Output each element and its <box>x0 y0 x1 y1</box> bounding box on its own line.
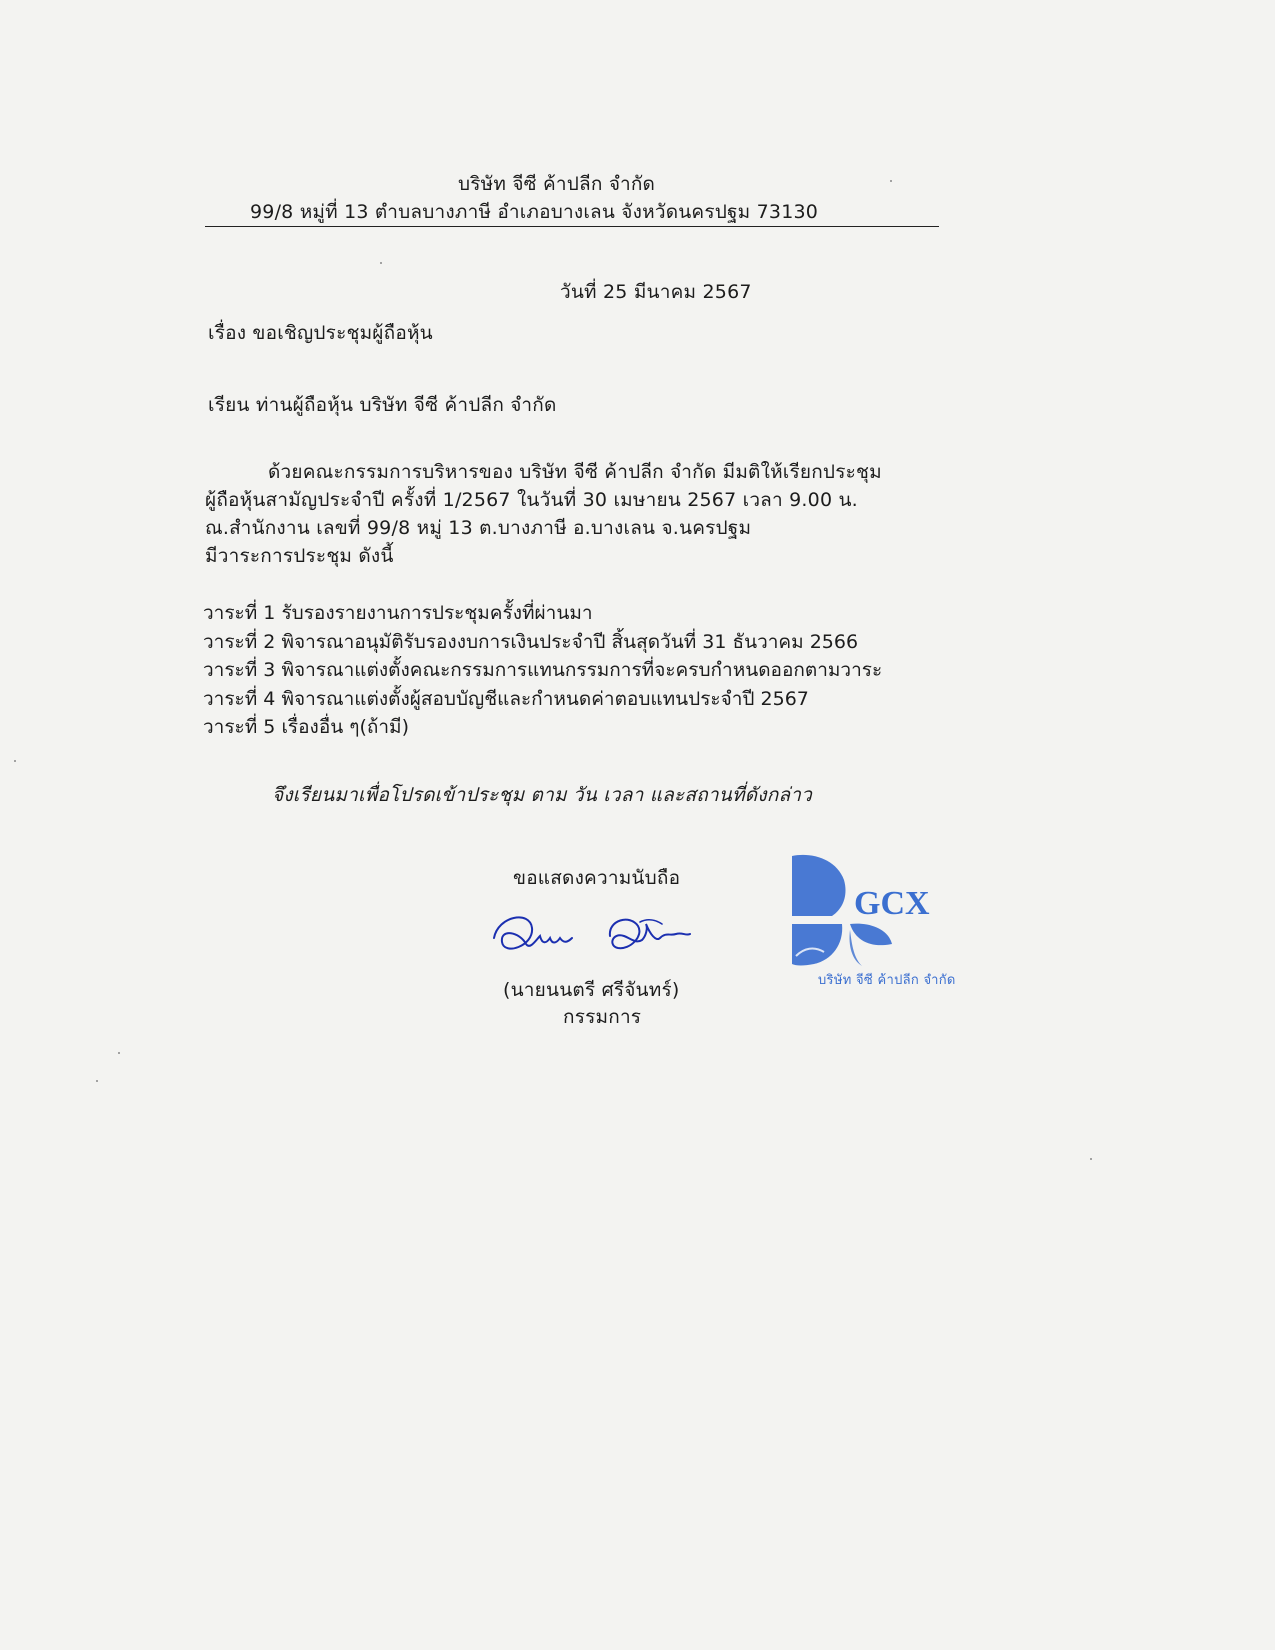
body-line: ณ.สำนักงาน เลขที่ 99/8 หมู่ 13 ต.บางภาษี อ.บางเลน จ.นครปฐม <box>205 517 752 539</box>
letter-date: วันที่ 25 มีนาคม 2567 <box>560 281 752 303</box>
closing-line: จึงเรียนมาเพื่อโปรดเข้าประชุม ตาม วัน เวลา และสถานที่ดังกล่าว <box>272 784 813 806</box>
agenda-item: วาระที่ 5 เรื่องอื่น ๆ(ถ้ามี) <box>203 716 409 738</box>
stamp-logo-text: GCX <box>854 885 930 922</box>
signer-title: กรรมการ <box>563 1006 642 1028</box>
scan-speck <box>96 1080 98 1082</box>
scan-speck <box>1090 1158 1092 1160</box>
letter-subject: เรื่อง ขอเชิญประชุมผู้ถือหุ้น <box>208 322 433 344</box>
agenda-item: วาระที่ 3 พิจารณาแต่งตั้งคณะกรรมการแทนกรรมการที่จะครบกำหนดออกตามวาระ <box>203 659 883 681</box>
agenda-item: วาระที่ 1 รับรองรายงานการประชุมครั้งที่ผ่านมา <box>203 602 593 624</box>
agenda-list <box>203 599 882 742</box>
letter-salutation: เรียน ท่านผู้ถือหุ้น บริษัท จีซี ค้าปลีก จำกัด <box>208 394 557 416</box>
body-line: ผู้ถือหุ้นสามัญประจำปี ครั้งที่ 1/2567 ในวันที่ 30 เมษายน 2567 เวลา 9.00 น. <box>205 489 858 511</box>
agenda-item: วาระที่ 4 พิจารณาแต่งตั้งผู้สอบบัญชีและกำหนดค่าตอบแทนประจำปี 2567 <box>203 687 809 710</box>
scan-speck <box>14 760 16 762</box>
stamp-company-text: บริษัท จีซี ค้าปลีก จำกัด <box>818 973 956 988</box>
body-line: มีวาระการประชุม ดังนี้ <box>205 545 394 567</box>
sign-off-regards: ขอแสดงความนับถือ <box>513 867 681 889</box>
signer-name: (นายนนตรี ศรีจันทร์) <box>503 979 680 1001</box>
handwritten-signature <box>490 898 700 968</box>
body-line: ด้วยคณะกรรมการบริหารของ บริษัท จีซี ค้าปลีก จำกัด มีมติให้เรียกประชุม <box>268 461 882 483</box>
agenda-item: วาระที่ 2 พิจารณาอนุมัติรับรองงบการเงินประจำปี สิ้นสุดวันที่ 31 ธันวาคม 2566 <box>203 630 859 653</box>
scan-speck <box>118 1052 120 1054</box>
scan-speck <box>380 262 382 264</box>
company-address: 99/8 หมู่ที่ 13 ตำบลบางภาษี อำเภอบางเลน จังหวัดนครปฐม 73130 <box>250 201 819 223</box>
company-name: บริษัท จีซี ค้าปลีก จำกัด <box>458 173 656 195</box>
scan-speck <box>890 180 892 182</box>
header-divider <box>205 226 939 227</box>
